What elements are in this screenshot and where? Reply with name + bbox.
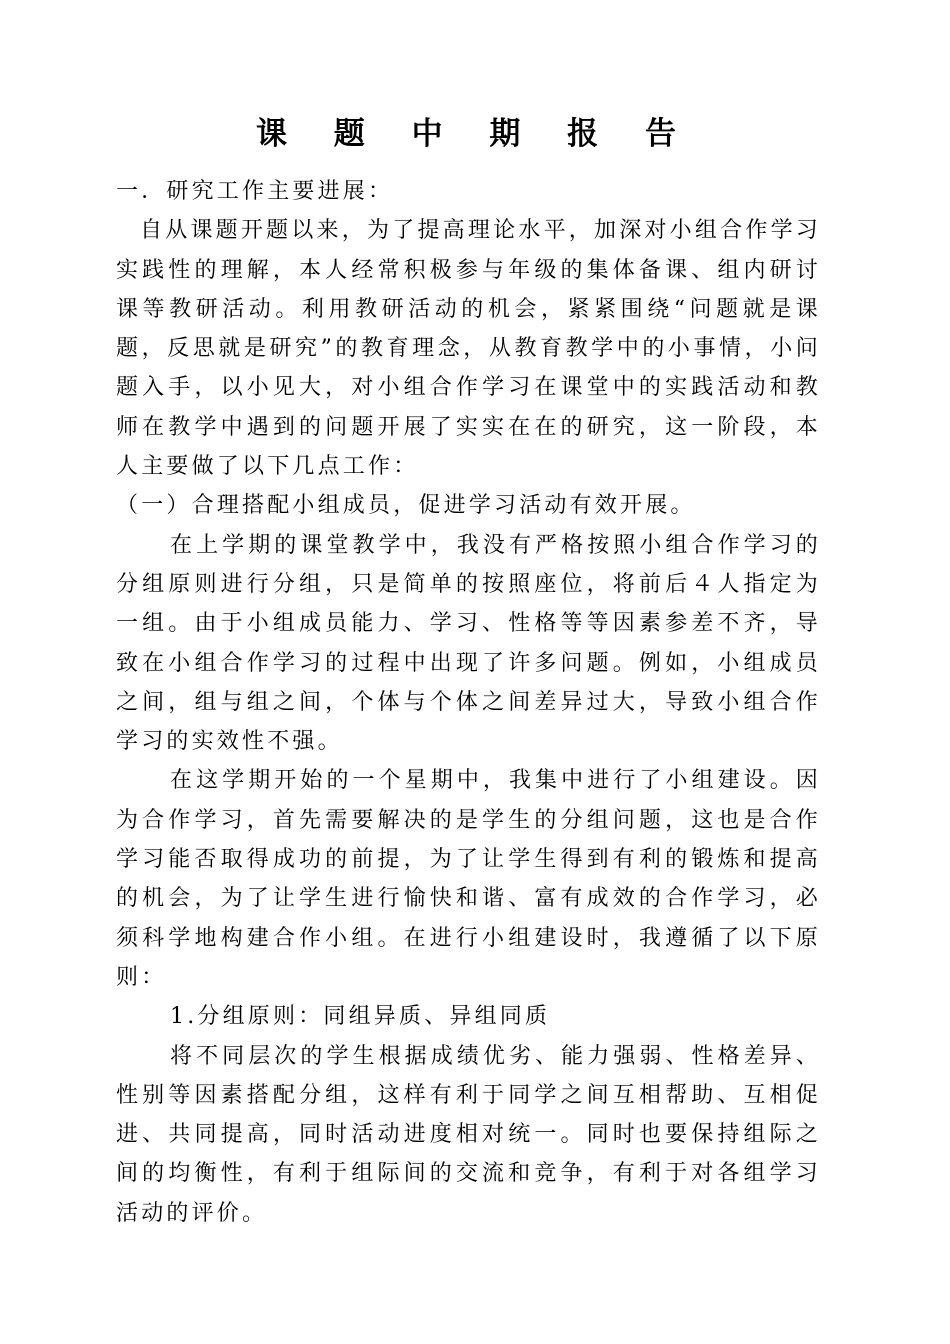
body-paragraph: 将不同层次的学生根据成绩优劣、能力强弱、性格差异、性别等因素搭配分组，这样有利于同学之间互相帮助、互相促进、共同提高，同时活动进度相对统一。同时也要保持组际之间的均衡性，有利于组际间的交流和竞争，有利于对各组学习活动的评价。 (116, 1043, 821, 1226)
document-body (116, 172, 821, 1233)
body-paragraph: 在上学期的课堂教学中，我没有严格按照小组合作学习的分组原则进行分组，只是简单的按照座位，将前后４人指定为一组。由于小组成员能力、学习、性格等等因素参差不齐，导致在小组合作学习的过程中出现了许多问题。例如，小组成员之间，组与组之间，个体与个体之间差异过大，导致小组合作学习的实效性不强。 (116, 532, 821, 755)
section-heading: 一．研究工作主要进展： (116, 179, 394, 204)
principle-heading: 1.分组原则：同组异质、异组同质 (170, 1004, 551, 1030)
body-paragraph: 自从课题开题以来，为了提高理论水平，加深对小组合作学习实践性的理解，本人经常积极参与年级的集体备课、组内研讨课等教研活动。利用教研活动的机会，紧紧围绕“问题就是课题，反思就是研究”的教育理念，从教育教学中的小事情，小问题入手，以小见大，对小组合作学习在课堂中的实践活动和教师在教学中遇到的问题开展了实实在在的研究，这一阶段，本人主要做了以下几点工作： (116, 218, 821, 480)
subsection-heading: （一）合理搭配小组成员，促进学习活动有效开展。 (116, 493, 696, 519)
document-title: 课 题 中 期 报 告 (256, 116, 694, 152)
body-paragraph: 在这学期开始的一个星期中，我集中进行了小组建设。因为合作学习，首先需要解决的是学生的分组问题，这也是合作学习能否取得成功的前提，为了让学生得到有利的锻炼和提高的机会，为了让学生进行愉快和谐、富有成效的合作学习，必须科学地构建合作小组。在进行小组建设时，我遵循了以下原则： (116, 768, 821, 990)
